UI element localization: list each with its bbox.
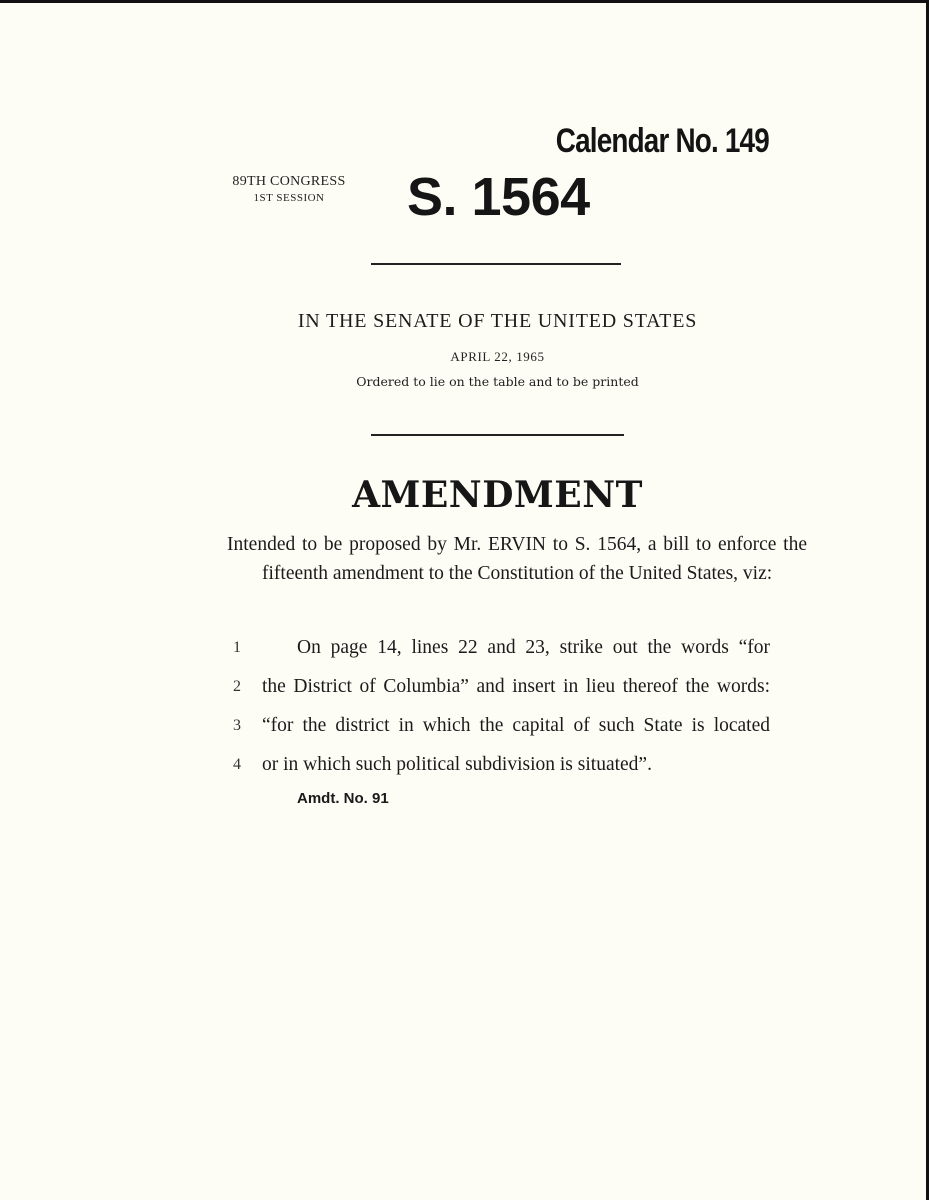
calendar-number: Calendar No. 149 xyxy=(555,122,769,160)
numbered-line xyxy=(233,628,773,667)
amendment-intro: Intended to be proposed by Mr. ERVIN to S. 1564, a bill to enforce the fifteenth amendment to the Constitution of the United States, viz: xyxy=(227,534,807,584)
numbered-line xyxy=(233,745,773,784)
congress-session-block xyxy=(224,173,354,207)
divider-rule xyxy=(371,263,621,265)
line-text: or in which such political subdivision is situated”. xyxy=(262,754,652,775)
divider-rule xyxy=(371,434,624,436)
ordered-line: Ordered to lie on the table and to be printed xyxy=(356,374,639,389)
bill-number: S. 1564 xyxy=(407,167,590,227)
line-text: “for the district in which the capital of such State is located xyxy=(262,715,770,736)
congress-label: 89TH CONGRESS xyxy=(232,174,346,189)
line-number: 3 xyxy=(233,717,241,734)
senate-heading: IN THE SENATE OF THE UNITED STATES xyxy=(297,310,698,332)
amendment-title: AMENDMENT xyxy=(352,474,643,516)
line-text: the District of Columbia” and insert in lieu thereof the words: xyxy=(262,676,770,697)
amendment-number: Amdt. No. 91 xyxy=(297,790,389,807)
numbered-line xyxy=(233,667,773,706)
scan-border-top xyxy=(0,0,929,3)
session-label: 1ST SESSION xyxy=(253,192,325,204)
line-text: On page 14, lines 22 and 23, strike out the words “for xyxy=(297,637,770,658)
date-line: APRIL 22, 1965 xyxy=(450,349,545,364)
line-number: 1 xyxy=(233,639,241,656)
amendment-body xyxy=(233,628,773,784)
line-number: 4 xyxy=(233,756,241,773)
numbered-line xyxy=(233,706,773,745)
line-number: 2 xyxy=(233,678,241,695)
